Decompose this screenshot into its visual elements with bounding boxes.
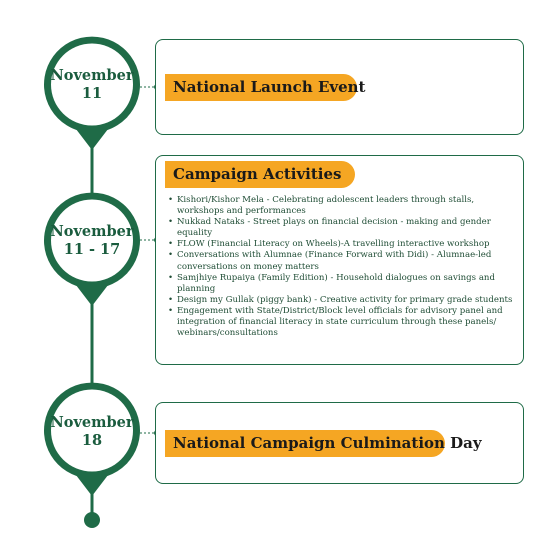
list-item: • Design my Gullak (piggy bank) - Creative activity for primary grade students [168,295,518,306]
campaign-activities-banner: Campaign Activities [165,161,355,188]
list-item: • Engagement with State/District/Block level officials for advisory panel and integration of financial literacy in state curriculum through these panels/ webinars/consultations [168,306,518,339]
culmination-day-banner: National Campaign Culmination Day [165,430,445,457]
timeline-end-dot [84,512,100,528]
list-item: • Conversations with Alumnae (Finance Forward with Didi) - Alumnae-led conversations on money matters [168,250,518,272]
date-label-3-month: November [50,414,134,431]
launch-event-banner: National Launch Event [165,74,357,101]
date-label-2-month: November [50,223,134,240]
date-label-3-day: 18 [81,432,103,449]
list-item: • Samjhiye Rupaiya (Family Edition) - Household dialogues on savings and planning [168,273,518,295]
list-item: • FLOW (Financial Literacy on Wheels)-A travelling interactive workshop [168,239,518,250]
list-item: • Nukkad Nataks - Street plays on financial decision - making and gender equality [168,217,518,239]
date-label-3 [40,414,144,450]
date-label-1-day: 11 [81,85,103,102]
date-label-1-month: November [50,67,134,84]
date-label-2-day: 11 - 17 [63,241,121,258]
campaign-activities-list [168,195,518,339]
date-label-2 [40,223,144,259]
list-item: • Kishori/Kishor Mela - Celebrating adolescent leaders through stalls, workshops and performances [168,195,518,217]
date-label-1 [40,67,144,103]
